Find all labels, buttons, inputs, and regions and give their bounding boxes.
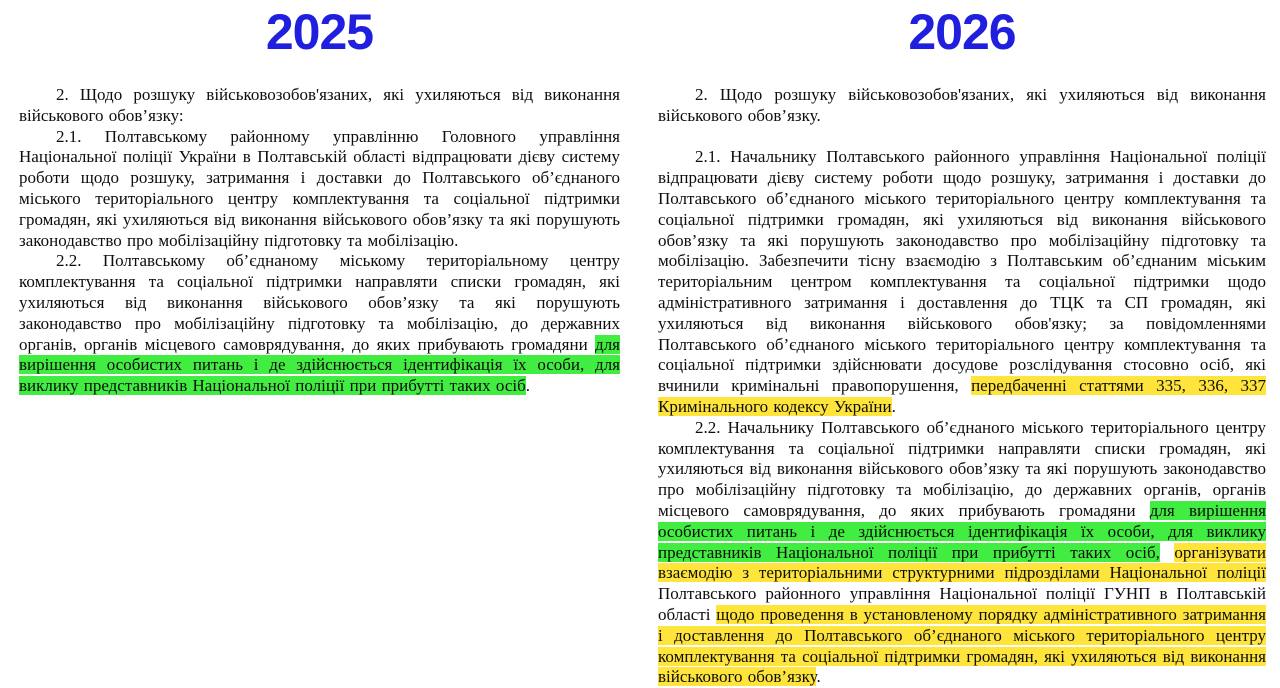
year-title-2025: 2025 (265, 4, 374, 60)
green-highlighted-text: для вирішення особистих питань і де здійснюється ідентифікація їх особи, для виклику представників Національної поліції при прибутті таких осіб (19, 334, 620, 396)
paragraph: 2.1. Начальнику Полтавського районного управління Національної поліції відпрацювати дієву систему роботи щодо розшуку, затримання і доставки до Полтавського об’єднаного міського територіального центру комплектування та соціальної підтримки громадян, які ухиляються від виконання військового обов’язку та які порушують законодавство про мобілізаційну підготовку та мобілізацію. Забезпечити тісну взаємодію з Полтавським об’єднаним міським територіальним центром комплектування та соціальної підтримки щодо адміністративного затримання і доставлення до ТЦК та СП громадян, які ухиляються від виконання військового обов'язку; за повідомленнями Полтавського об’єднаного міського територіального центру комплектування та соціальної підтримки здійснювати досудове розслідування стосовно осіб, які вчинили кримінальні правопорушення, передбаченні статтями 335, 336, 337 Кримінального кодексу України. (658, 147, 1266, 416)
paragraph: 2.2. Начальнику Полтавського об’єднаного міського територіального центру комплектування та соціальної підтримки направляти списки громадян, які ухиляються від виконання військового обов’язку та які порушують законодавство про мобілізаційну підготовку та мобілізацію, до державних органів, органів місцевого самоврядування, до яких прибувають громадяни для вирішення особистих питань і де здійснюється ідентифікація їх особи, для виклику представників Національної поліції при прибутті таких осіб, організувати взаємодію з територіальними структурними підрозділами Національної поліції Полтавського районного управління Національної поліції ГУНП в Полтавській області щодо проведення в установленому порядку адміністративного затримання і доставлення до Полтавського об’єднаного міського територіального центру комплектування та соціальної підтримки громадян, які ухиляються від виконання військового обов’язку. (658, 417, 1266, 687)
yellow-highlighted-text: організувати взаємодію з територіальними структурними підрозділами Національної поліції (658, 542, 1266, 583)
paragraph: 2. Щодо розшуку військовозобов'язаних, які ухиляються від виконання військового обов’язку: (19, 85, 620, 125)
paragraph: 2.1. Полтавському районному управлінню Головного управління Національної поліції України в Полтавській області відпрацювати дієву систему роботи щодо розшуку, затримання і доставки до Полтавського об’єднаного міського територіального центру комплектування та соціальної підтримки громадян, які ухиляються від виконання військового обов’язку та які порушують законодавство про мобілізаційну підготовку та мобілізацію. (19, 126, 620, 250)
yellow-highlighted-text: щодо проведення в установленому порядку адміністративного затримання і доставлення до Полтавського об’єднаного міського територіального центру комплектування та соціальної підтримки громадян, які ухиляються від виконання військового обов’язку (658, 604, 1266, 687)
paragraph: 2.2. Полтавському об’єднаному міському територіальному центру комплектування та соціальної підтримки направляти списки громадян, які ухиляються від виконання військового обов’язку та які порушують законодавство про мобілізаційну підготовку та мобілізацію, до державних органів, органів місцевого самоврядування, до яких прибувають громадяни для вирішення особистих питань і де здійснюється ідентифікація їх особи, для виклику представників Національної поліції при прибутті таких осіб. (19, 251, 620, 396)
column-2025 (19, 6, 620, 397)
document-text-2026 (658, 85, 1266, 688)
column-2026 (658, 6, 1266, 688)
yellow-highlighted-text: передбаченні статтями 335, 336, 337 Кримінального кодексу України (658, 376, 1266, 416)
document-text-2025 (19, 85, 620, 397)
green-highlighted-text: для вирішення особистих питань і де здійснюється ідентифікація їх особи, для виклику представників Національної поліції при прибутті таких осіб, (658, 500, 1266, 562)
year-title-2026: 2026 (908, 4, 1016, 60)
paragraph: 2. Щодо розшуку військовозобов'язаних, які ухиляються від виконання військового обов’язку. (658, 85, 1266, 125)
